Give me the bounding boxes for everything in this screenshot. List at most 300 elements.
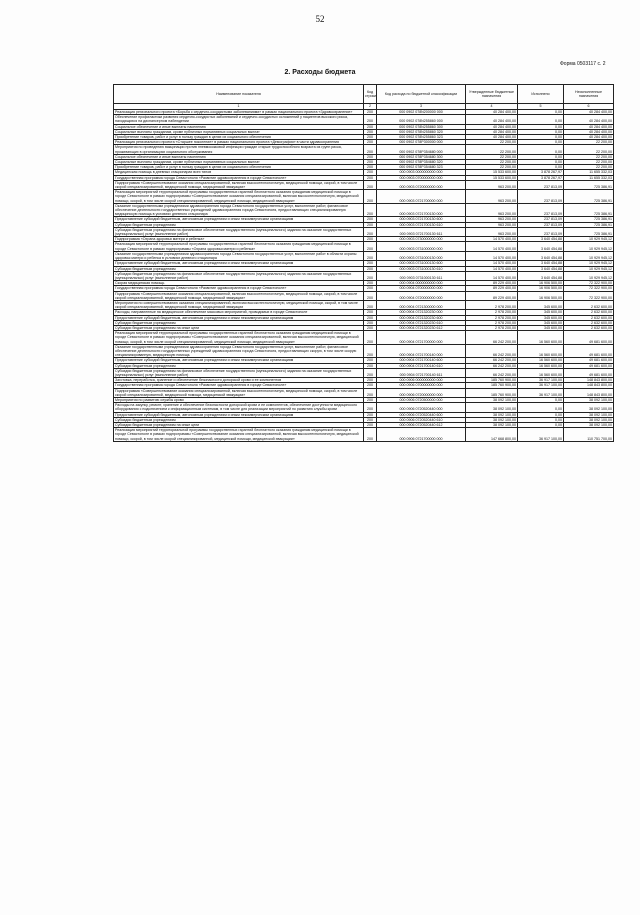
row-kbk: 000 0906 0720520440 600 bbox=[377, 412, 466, 417]
row-code: 200 bbox=[364, 378, 377, 383]
row-kbk: 000 0903 0731000130 611 bbox=[377, 271, 466, 280]
table-header-row bbox=[114, 85, 614, 104]
row-approved: 22 200,00 bbox=[466, 160, 518, 165]
row-code: 200 bbox=[364, 222, 377, 227]
row-approved: 147 668 800,00 bbox=[466, 428, 518, 442]
row-code: 200 bbox=[364, 165, 377, 170]
row-unexecuted: 10 929 945,12 bbox=[564, 271, 614, 280]
row-kbk: 000 0904 0721300000 000 bbox=[377, 300, 466, 309]
row-kbk: 000 0903 0721700130 000 bbox=[377, 203, 466, 217]
table-row bbox=[114, 180, 614, 189]
row-unexecuted: 2 632 600,00 bbox=[564, 315, 614, 320]
row-code: 200 bbox=[364, 286, 377, 291]
row-unexecuted: 72 322 900,00 bbox=[564, 281, 614, 286]
row-name: Оказание государственными учреждениями здравоохранения города Севастополя государственных услуг, выполнение работ, финансовое обеспечение деятельности государственных учреждений здравоохранения города Севастополя, предоставляющих скорую, в том числе скорую специализированную, медицинскую помощь bbox=[114, 344, 364, 358]
row-executed: 0,00 bbox=[518, 417, 564, 422]
row-executed: 3 878 267,97 bbox=[518, 170, 564, 175]
table-row bbox=[114, 428, 614, 442]
row-unexecuted: 22 200,00 bbox=[564, 154, 614, 159]
row-executed: 0,00 bbox=[518, 160, 564, 165]
row-unexecuted: 148 843 800,00 bbox=[564, 383, 614, 388]
row-code: 200 bbox=[364, 315, 377, 320]
row-code: 200 bbox=[364, 242, 377, 251]
row-kbk: 000 0906 0720500000 000 bbox=[377, 397, 466, 402]
row-unexecuted: 10 929 945,12 bbox=[564, 261, 614, 266]
row-name: Предоставление субсидий бюджетным, автономным учреждениям и иным некоммерческим организациям bbox=[114, 217, 364, 222]
row-name: Мероприятия по проведению вакцинации против пневмококковой инфекции граждан старше трудоспособного возраста из групп риска, проживающих в организациях социального обслуживания bbox=[114, 145, 364, 154]
row-name: Скорая медицинская помощь bbox=[114, 281, 364, 286]
row-name: Субсидии бюджетным учреждениям на иные цели bbox=[114, 325, 364, 330]
row-code: 200 bbox=[364, 251, 377, 260]
row-approved: 14 570 400,00 bbox=[466, 251, 518, 260]
row-name: Приобретение товаров, работ и услуг в пользу граждан в целях их социального обеспечения bbox=[114, 135, 364, 140]
table-row bbox=[114, 203, 614, 217]
row-unexecuted: 38 092 100,00 bbox=[564, 412, 614, 417]
row-name: Оказание государственными учреждениями здравоохранения города Севастополя государственных услуг, выполнение работ в области охраны здоровья матери и ребенка в условиях дневного стационара bbox=[114, 251, 364, 260]
row-approved: 963 200,00 bbox=[466, 190, 518, 204]
row-name: Обеспечение профилактики развития сердечно-сосудистых заболеваний и сердечно-сосудистых осложнений у пациентов высокого риска, находящихся на диспансерном наблюдении bbox=[114, 115, 364, 124]
row-executed: 0,00 bbox=[518, 135, 564, 140]
row-executed: 0,00 bbox=[518, 397, 564, 402]
row-executed: 237 813,09 bbox=[518, 190, 564, 204]
row-approved: 22 200,00 bbox=[466, 140, 518, 145]
row-kbk: 000 0903 0720000000 000 bbox=[377, 180, 466, 189]
row-approved: 40 284 400,00 bbox=[466, 135, 518, 140]
row-code: 200 bbox=[364, 145, 377, 154]
row-executed: 16 906 500,00 bbox=[518, 281, 564, 286]
row-approved: 89 229 400,00 bbox=[466, 286, 518, 291]
row-code: 200 bbox=[364, 423, 377, 428]
row-approved: 14 570 400,00 bbox=[466, 261, 518, 266]
row-kbk: 000 0906 0720520440 610 bbox=[377, 417, 466, 422]
table-row bbox=[114, 344, 614, 358]
row-executed: 0,00 bbox=[518, 124, 564, 129]
row-name: Подпрограмма «Совершенствование оказания специализированной, включая высокотехнологичную, медицинской помощи, скорой, в том числе скорой специализированной, медицинской помощи, медицинской эвакуации» bbox=[114, 180, 364, 189]
row-unexecuted: 2 632 600,00 bbox=[564, 320, 614, 325]
row-executed: 16 560 600,00 bbox=[518, 331, 564, 345]
row-unexecuted: 725 386,91 bbox=[564, 222, 614, 227]
row-executed: 237 813,09 bbox=[518, 203, 564, 217]
row-kbk: 000 0902 078N255860 320 bbox=[377, 129, 466, 134]
row-code: 200 bbox=[364, 175, 377, 180]
table-row bbox=[114, 388, 614, 397]
row-executed: 0,00 bbox=[518, 115, 564, 124]
row-unexecuted: 11 655 332,03 bbox=[564, 175, 614, 180]
row-code: 200 bbox=[364, 237, 377, 242]
row-executed: 237 813,09 bbox=[518, 217, 564, 222]
row-executed: 3 640 454,88 bbox=[518, 271, 564, 280]
row-approved: 22 200,00 bbox=[466, 165, 518, 170]
row-kbk: 000 0903 0731000130 000 bbox=[377, 251, 466, 260]
row-executed: 3 640 454,88 bbox=[518, 261, 564, 266]
row-approved: 66 242 200,00 bbox=[466, 331, 518, 345]
row-kbk: 000 0904 0000000000 000 bbox=[377, 281, 466, 286]
row-approved: 40 284 400,00 bbox=[466, 129, 518, 134]
row-approved: 15 533 600,00 bbox=[466, 175, 518, 180]
row-unexecuted: 72 322 900,00 bbox=[564, 286, 614, 291]
row-code: 200 bbox=[364, 388, 377, 397]
row-kbk: 000 0904 0700000000 000 bbox=[377, 286, 466, 291]
row-approved: 185 760 900,00 bbox=[466, 388, 518, 397]
table-row bbox=[114, 190, 614, 204]
row-unexecuted: 725 386,91 bbox=[564, 180, 614, 189]
row-name: Реализация регионального проекта «Борьба с сердечно-сосудистыми заболеваниями» в рамках национального проекта «Здравоохранение» bbox=[114, 110, 364, 115]
row-kbk: 000 0902 078P354680 323 bbox=[377, 165, 466, 170]
header-executed: Исполнено bbox=[518, 85, 564, 104]
row-executed: 3 640 454,88 bbox=[518, 266, 564, 271]
row-unexecuted: 10 929 945,12 bbox=[564, 251, 614, 260]
row-kbk: 000 0903 0721700130 611 bbox=[377, 227, 466, 236]
row-executed: 16 560 600,00 bbox=[518, 363, 564, 368]
row-code: 200 bbox=[364, 310, 377, 315]
column-number: 3 bbox=[377, 104, 466, 110]
row-name: Государственная программа города Севастополя «Развитие здравоохранения в городе Севастополе» bbox=[114, 175, 364, 180]
row-kbk: 000 0902 078P354680 000 bbox=[377, 145, 466, 154]
row-name: Субсидии бюджетным учреждениям на иные цели bbox=[114, 423, 364, 428]
row-name: Реализация мероприятий территориальной программы государственных гарантий бесплатного оказания гражданам медицинской помощи в городе Севастополе в рамках подпрограммы «Охрана здоровья матери и ребенка» bbox=[114, 242, 364, 251]
row-code: 200 bbox=[364, 291, 377, 300]
row-executed: 36 917 100,00 bbox=[518, 383, 564, 388]
row-approved: 66 242 200,00 bbox=[466, 363, 518, 368]
row-unexecuted: 10 929 945,12 bbox=[564, 266, 614, 271]
row-code: 200 bbox=[364, 281, 377, 286]
row-name: Субсидии бюджетным учреждениям на финансовое обеспечение государственного (муниципального) задания на оказание государственных (муниципальных) услуг (выполнение работ) bbox=[114, 271, 364, 280]
row-approved: 2 978 200,00 bbox=[466, 320, 518, 325]
row-kbk: 000 0902 078N200000 000 bbox=[377, 110, 466, 115]
column-number: 4 bbox=[466, 104, 518, 110]
row-approved: 14 570 400,00 bbox=[466, 266, 518, 271]
row-unexecuted: 725 386,91 bbox=[564, 217, 614, 222]
row-unexecuted: 72 322 900,00 bbox=[564, 291, 614, 300]
row-unexecuted: 22 200,00 bbox=[564, 165, 614, 170]
row-name: Мероприятия по совершенствованию оказания специализированной, включая высокотехнологичную, медицинской помощи, скорой, в том числе скорой специализированной, медицинской помощи, медицинской эвакуации bbox=[114, 300, 364, 309]
row-approved: 963 200,00 bbox=[466, 217, 518, 222]
row-executed: 0,00 bbox=[518, 423, 564, 428]
row-code: 200 bbox=[364, 135, 377, 140]
row-kbk: 000 0903 0730000000 000 bbox=[377, 237, 466, 242]
row-name: Субсидии бюджетным учреждениям на финансовое обеспечение государственного (муниципального) задания на оказание государственных (муниципальных) услуг (выполнение работ) bbox=[114, 227, 364, 236]
row-unexecuted: 40 284 400,00 bbox=[564, 115, 614, 124]
row-unexecuted: 40 284 400,00 bbox=[564, 135, 614, 140]
row-executed: 237 813,09 bbox=[518, 227, 564, 236]
row-name: Приобретение товаров, работ и услуг в пользу граждан в целях их социального обеспечения bbox=[114, 165, 364, 170]
row-unexecuted: 725 386,91 bbox=[564, 190, 614, 204]
row-unexecuted: 2 632 600,00 bbox=[564, 310, 614, 315]
table-row bbox=[114, 145, 614, 154]
header-name: Наименование показателя bbox=[114, 85, 364, 104]
row-kbk: 000 0906 0720520440 000 bbox=[377, 403, 466, 412]
table-row bbox=[114, 368, 614, 377]
row-approved: 38 092 100,00 bbox=[466, 412, 518, 417]
row-name: Оказание государственными учреждениями здравоохранения города Севастополя государственных услуг, выполнение работ, финансовое обеспечение деятельности государственных учреждений здравоохранения города Севастополя, предоставляющих специализированную медицинскую помощь в условиях дневного стационара bbox=[114, 203, 364, 217]
row-approved: 40 284 400,00 bbox=[466, 110, 518, 115]
row-code: 200 bbox=[364, 115, 377, 124]
row-code: 200 bbox=[364, 325, 377, 330]
column-number: 5 bbox=[518, 104, 564, 110]
column-number: 6 bbox=[564, 104, 614, 110]
header-unexecuted: Неисполненные назначения bbox=[564, 85, 614, 104]
row-executed: 16 560 600,00 bbox=[518, 344, 564, 358]
row-name: Расходы на закупку, ремонт, хранение и обеспечение безопасности донорской крови и ее компонентов, обеспечение доступности медицинского оборудования с подключением к информационным системам, в том числе для реализации мероприятий по развитию службы крови bbox=[114, 403, 364, 412]
row-executed: 345 600,00 bbox=[518, 310, 564, 315]
row-approved: 38 092 100,00 bbox=[466, 417, 518, 422]
row-name: Мероприятия по развитию службы крови bbox=[114, 397, 364, 402]
row-code: 200 bbox=[364, 428, 377, 442]
row-name: Реализация мероприятий территориальной программы государственных гарантий бесплатного оказания гражданам медицинской помощи в городе Севастополе в рамках подпрограммы «Совершенствование оказания специализированной, включая высокотехнологичную, медицинской помощи, скорой, в том числе скорой специализированной, медицинской помощи, медицинской эвакуации» bbox=[114, 190, 364, 204]
row-approved: 185 760 900,00 bbox=[466, 383, 518, 388]
row-approved: 963 200,00 bbox=[466, 203, 518, 217]
row-kbk: 000 0903 0000000000 000 bbox=[377, 170, 466, 175]
row-code: 200 bbox=[364, 266, 377, 271]
expenses-table bbox=[113, 84, 614, 442]
row-approved: 38 092 100,00 bbox=[466, 397, 518, 402]
row-name: Предоставление субсидий бюджетным, автономным учреждениям и иным некоммерческим организациям bbox=[114, 358, 364, 363]
row-kbk: 000 0904 0721700140 000 bbox=[377, 344, 466, 358]
row-unexecuted: 40 284 400,00 bbox=[564, 124, 614, 129]
row-executed: 237 813,09 bbox=[518, 222, 564, 227]
row-executed: 36 917 100,00 bbox=[518, 378, 564, 383]
row-name: Расходы, направленные на медицинское обеспечение массовых мероприятий, проводимых в городе Севастополе bbox=[114, 310, 364, 315]
row-kbk: 000 0903 0721700130 600 bbox=[377, 217, 466, 222]
row-executed: 0,00 bbox=[518, 140, 564, 145]
row-kbk: 000 0904 0720000000 000 bbox=[377, 291, 466, 300]
row-executed: 0,00 bbox=[518, 403, 564, 412]
row-kbk: 000 0906 0720000000 000 bbox=[377, 388, 466, 397]
table-row bbox=[114, 300, 614, 309]
row-executed: 36 917 100,00 bbox=[518, 428, 564, 442]
row-approved: 2 978 200,00 bbox=[466, 300, 518, 309]
row-kbk: 000 0904 0721320230 600 bbox=[377, 315, 466, 320]
row-code: 200 bbox=[364, 160, 377, 165]
row-kbk: 000 0904 0721320230 610 bbox=[377, 320, 466, 325]
row-executed: 0,00 bbox=[518, 154, 564, 159]
row-executed: 36 917 100,00 bbox=[518, 388, 564, 397]
row-approved: 963 200,00 bbox=[466, 180, 518, 189]
row-approved: 66 242 200,00 bbox=[466, 368, 518, 377]
row-executed: 3 878 267,97 bbox=[518, 175, 564, 180]
row-approved: 22 200,00 bbox=[466, 154, 518, 159]
row-name: Социальное обеспечение и иные выплаты населению bbox=[114, 124, 364, 129]
row-approved: 14 570 400,00 bbox=[466, 242, 518, 251]
row-unexecuted: 38 092 100,00 bbox=[564, 403, 614, 412]
header-code: Код строки bbox=[364, 85, 377, 104]
table-row bbox=[114, 115, 614, 124]
row-approved: 40 284 400,00 bbox=[466, 115, 518, 124]
row-code: 200 bbox=[364, 368, 377, 377]
row-kbk: 000 0903 0721700000 000 bbox=[377, 190, 466, 204]
row-unexecuted: 49 681 600,00 bbox=[564, 358, 614, 363]
row-unexecuted: 22 200,00 bbox=[564, 145, 614, 154]
column-number: 1 bbox=[114, 104, 364, 110]
row-name: Подпрограмма «Совершенствование оказания специализированной, включая высокотехнологичную, медицинской помощи, скорой, в том числе скорой специализированной, медицинской помощи, медицинской эвакуации» bbox=[114, 291, 364, 300]
row-name: Предоставление субсидий бюджетным, автономным учреждениям и иным некоммерческим организациям bbox=[114, 261, 364, 266]
row-executed: 345 600,00 bbox=[518, 325, 564, 330]
table-row bbox=[114, 251, 614, 260]
row-code: 200 bbox=[364, 154, 377, 159]
row-unexecuted: 2 632 600,00 bbox=[564, 300, 614, 309]
row-code: 200 bbox=[364, 403, 377, 412]
row-kbk: 000 0902 078N255860 300 bbox=[377, 124, 466, 129]
table-row bbox=[114, 227, 614, 236]
row-kbk: 000 0906 0720520440 612 bbox=[377, 423, 466, 428]
row-approved: 185 760 900,00 bbox=[466, 378, 518, 383]
row-executed: 345 600,00 bbox=[518, 315, 564, 320]
row-kbk: 000 0906 0721700000 000 bbox=[377, 428, 466, 442]
row-code: 200 bbox=[364, 261, 377, 266]
row-unexecuted: 49 681 600,00 bbox=[564, 363, 614, 368]
row-name: Социальные выплаты гражданам, кроме публичных нормативных социальных выплат bbox=[114, 160, 364, 165]
row-code: 200 bbox=[364, 397, 377, 402]
row-name: Реализация мероприятий территориальной программы государственных гарантий бесплатного оказания гражданам медицинской помощи в городе Севастополе в рамках подпрограммы «Совершенствование оказания специализированной, включая высокотехнологичную, медицинской помощи, скорой, в том числе скорой специализированной, медицинской помощи, медицинской эвакуации» bbox=[114, 331, 364, 345]
row-name: Реализация мероприятий территориальной программы государственных гарантий бесплатного оказания гражданам медицинской помощи в городе Севастополе в рамках подпрограммы «Совершенствование оказания специализированной, включая высокотехнологичную, медицинской помощи, скорой, в том числе скорой специализированной, медицинской помощи, медицинской эвакуации» bbox=[114, 428, 364, 442]
row-unexecuted: 40 284 400,00 bbox=[564, 110, 614, 115]
row-kbk: 000 0904 0721320230 612 bbox=[377, 325, 466, 330]
row-executed: 3 640 454,88 bbox=[518, 242, 564, 251]
row-unexecuted: 148 843 800,00 bbox=[564, 388, 614, 397]
row-code: 200 bbox=[364, 417, 377, 422]
row-kbk: 000 0904 0721700000 000 bbox=[377, 331, 466, 345]
row-code: 200 bbox=[364, 320, 377, 325]
row-kbk: 000 0904 0721700140 611 bbox=[377, 368, 466, 377]
row-code: 200 bbox=[364, 129, 377, 134]
row-code: 200 bbox=[364, 271, 377, 280]
row-unexecuted: 22 200,00 bbox=[564, 140, 614, 145]
row-unexecuted: 40 284 400,00 bbox=[564, 129, 614, 134]
row-code: 200 bbox=[364, 110, 377, 115]
row-name: Государственная программа города Севастополя «Развитие здравоохранения в городе Севастополе» bbox=[114, 383, 364, 388]
row-name: Государственная программа города Севастополя «Развитие здравоохранения в городе Севастополе» bbox=[114, 286, 364, 291]
table-row bbox=[114, 403, 614, 412]
row-name: Субсидии бюджетным учреждениям bbox=[114, 222, 364, 227]
row-executed: 3 640 454,88 bbox=[518, 251, 564, 260]
row-code: 200 bbox=[364, 383, 377, 388]
row-approved: 89 229 400,00 bbox=[466, 281, 518, 286]
row-name: Субсидии бюджетным учреждениям bbox=[114, 320, 364, 325]
row-name: Социальное обеспечение и иные выплаты населению bbox=[114, 154, 364, 159]
row-executed: 16 906 500,00 bbox=[518, 286, 564, 291]
row-unexecuted: 725 386,91 bbox=[564, 227, 614, 236]
row-unexecuted: 11 655 332,03 bbox=[564, 170, 614, 175]
row-code: 200 bbox=[364, 124, 377, 129]
table-row bbox=[114, 331, 614, 345]
row-kbk: 000 0903 0721700130 610 bbox=[377, 222, 466, 227]
row-executed: 237 813,09 bbox=[518, 180, 564, 189]
row-approved: 963 200,00 bbox=[466, 222, 518, 227]
row-kbk: 000 0902 078N255860 323 bbox=[377, 135, 466, 140]
row-unexecuted: 38 092 100,00 bbox=[564, 417, 614, 422]
table-row bbox=[114, 271, 614, 280]
row-unexecuted: 22 200,00 bbox=[564, 160, 614, 165]
row-name: Субсидии бюджетным учреждениям bbox=[114, 363, 364, 368]
row-kbk: 000 0906 0700000000 000 bbox=[377, 383, 466, 388]
row-executed: 16 560 600,00 bbox=[518, 368, 564, 377]
section-title: 2. Расходы бюджета bbox=[284, 69, 356, 76]
row-code: 200 bbox=[364, 227, 377, 236]
row-unexecuted: 2 632 600,00 bbox=[564, 325, 614, 330]
row-unexecuted: 38 092 100,00 bbox=[564, 397, 614, 402]
row-kbk: 000 0903 0731000130 600 bbox=[377, 261, 466, 266]
row-kbk: 000 0902 078P354680 300 bbox=[377, 154, 466, 159]
row-unexecuted: 49 681 600,00 bbox=[564, 344, 614, 358]
row-executed: 0,00 bbox=[518, 412, 564, 417]
row-approved: 2 978 200,00 bbox=[466, 310, 518, 315]
row-approved: 2 978 200,00 bbox=[466, 325, 518, 330]
row-unexecuted: 49 681 600,00 bbox=[564, 368, 614, 377]
row-name: Медицинская помощь в дневных стационарах всех типов bbox=[114, 170, 364, 175]
row-name: Субсидии бюджетным учреждениям bbox=[114, 266, 364, 271]
row-executed: 345 600,00 bbox=[518, 320, 564, 325]
row-executed: 0,00 bbox=[518, 129, 564, 134]
row-kbk: 000 0903 0731000130 610 bbox=[377, 266, 466, 271]
table-row bbox=[114, 242, 614, 251]
row-approved: 66 242 200,00 bbox=[466, 358, 518, 363]
column-number: 2 bbox=[364, 104, 377, 110]
row-name: Социальные выплаты гражданам, кроме публичных нормативных социальных выплат bbox=[114, 129, 364, 134]
row-approved: 14 570 400,00 bbox=[466, 271, 518, 280]
row-name: Подпрограмма «Совершенствование оказания специализированной, включая высокотехнологичную, медицинской помощи, скорой, в том числе скорой специализированной, медицинской помощи, медицинской эвакуации» bbox=[114, 388, 364, 397]
row-executed: 345 600,00 bbox=[518, 300, 564, 309]
row-code: 200 bbox=[364, 300, 377, 309]
row-kbk: 000 0902 078N255860 000 bbox=[377, 115, 466, 124]
form-code: Форма 0503117 с. 2 bbox=[560, 61, 606, 67]
row-code: 200 bbox=[364, 358, 377, 363]
row-kbk: 000 0903 0700000000 000 bbox=[377, 175, 466, 180]
row-name: Предоставление субсидий бюджетным, автономным учреждениям и иным некоммерческим организациям bbox=[114, 412, 364, 417]
row-approved: 963 200,00 bbox=[466, 227, 518, 236]
row-kbk: 000 0903 0731000000 000 bbox=[377, 242, 466, 251]
row-code: 200 bbox=[364, 203, 377, 217]
row-executed: 16 906 500,00 bbox=[518, 291, 564, 300]
row-executed: 0,00 bbox=[518, 110, 564, 115]
row-code: 200 bbox=[364, 344, 377, 358]
row-name: Субсидии бюджетным учреждениям bbox=[114, 417, 364, 422]
row-code: 200 bbox=[364, 190, 377, 204]
row-kbk: 000 0902 078P300000 000 bbox=[377, 140, 466, 145]
row-code: 200 bbox=[364, 140, 377, 145]
row-approved: 38 092 100,00 bbox=[466, 423, 518, 428]
row-name: Субсидии бюджетным учреждениям на финансовое обеспечение государственного (муниципального) задания на оказание государственных (муниципальных) услуг (выполнение работ) bbox=[114, 368, 364, 377]
row-name: Предоставление субсидий бюджетным, автономным учреждениям и иным некоммерческим организациям bbox=[114, 315, 364, 320]
row-kbk: 000 0906 0000000000 000 bbox=[377, 378, 466, 383]
row-unexecuted: 148 843 800,00 bbox=[564, 378, 614, 383]
row-unexecuted: 725 386,91 bbox=[564, 203, 614, 217]
row-approved: 38 092 100,00 bbox=[466, 403, 518, 412]
row-name: Подпрограмма «Охрана здоровья матери и ребенка» bbox=[114, 237, 364, 242]
row-kbk: 000 0904 0721700140 610 bbox=[377, 363, 466, 368]
row-executed: 0,00 bbox=[518, 165, 564, 170]
row-approved: 22 200,00 bbox=[466, 145, 518, 154]
row-unexecuted: 38 092 100,00 bbox=[564, 423, 614, 428]
header-kbk: Код расхода по бюджетной классификации bbox=[377, 85, 466, 104]
row-approved: 66 242 200,00 bbox=[466, 344, 518, 358]
row-unexecuted: 10 929 945,12 bbox=[564, 237, 614, 242]
row-executed: 16 560 600,00 bbox=[518, 358, 564, 363]
table-row bbox=[114, 291, 614, 300]
page-number: 52 bbox=[315, 14, 325, 24]
row-approved: 40 284 400,00 bbox=[466, 124, 518, 129]
row-unexecuted: 110 751 700,00 bbox=[564, 428, 614, 442]
row-approved: 2 978 200,00 bbox=[466, 315, 518, 320]
row-name: Реализация регионального проекта «Старшее поколение» в рамках национального проекта «Демография» в части здравоохранения bbox=[114, 140, 364, 145]
row-kbk: 000 0902 078P354680 320 bbox=[377, 160, 466, 165]
header-approved: Утвержденные бюджетные назначения bbox=[466, 85, 518, 104]
row-code: 200 bbox=[364, 180, 377, 189]
row-unexecuted: 10 929 945,12 bbox=[564, 242, 614, 251]
row-code: 200 bbox=[364, 363, 377, 368]
row-unexecuted: 49 681 600,00 bbox=[564, 331, 614, 345]
row-code: 200 bbox=[364, 170, 377, 175]
row-code: 200 bbox=[364, 217, 377, 222]
